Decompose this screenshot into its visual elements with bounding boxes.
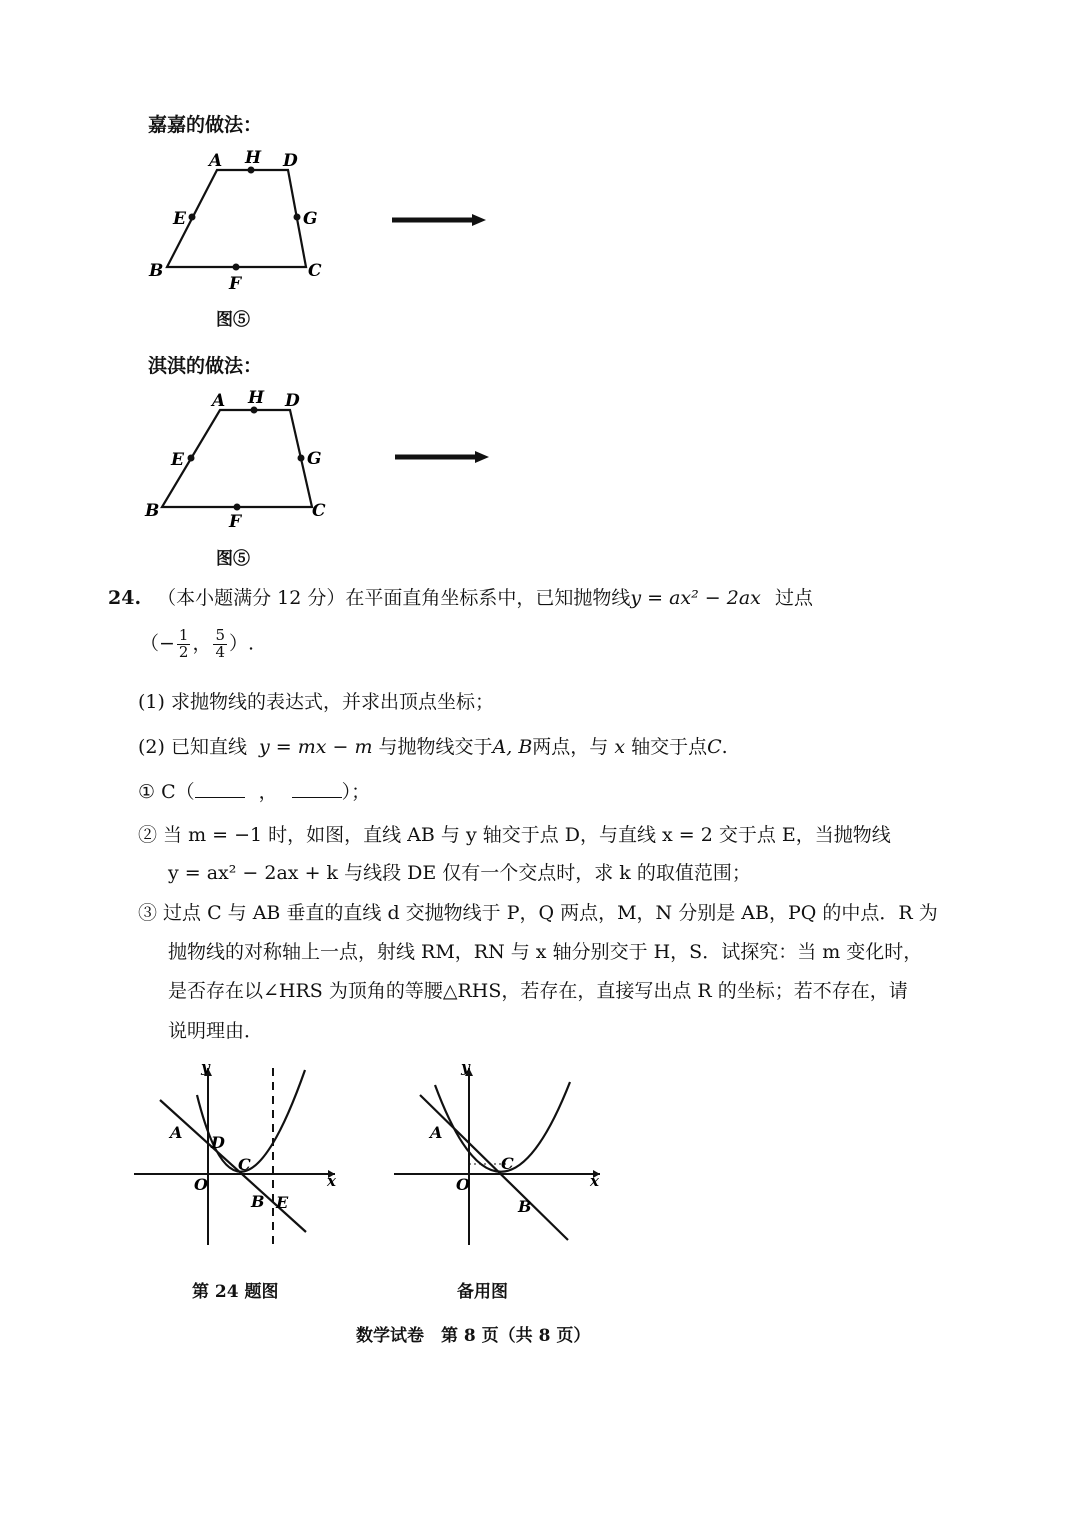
label-a: A <box>212 391 226 411</box>
label-b: B <box>251 1192 265 1211</box>
jiajia-heading: 嘉嘉的做法： <box>148 114 263 136</box>
jiajia-trapezoid-figure <box>140 145 340 295</box>
answer-blank-x[interactable] <box>195 781 245 798</box>
label-b: B <box>149 261 164 281</box>
q24-part2: (2) 已知直线 y = mx − m 与抛物线交于A, B两点，与 x 轴交于点C. <box>138 736 728 758</box>
label-h: H <box>248 388 265 408</box>
label-f: F <box>229 274 242 294</box>
figure-24-graph <box>130 1060 350 1255</box>
label-o: O <box>456 1175 470 1194</box>
label-e: E <box>171 450 184 470</box>
q24-x-fraction: $\frac{1}{2}$ <box>178 626 189 661</box>
q24-pass-through: 过点 <box>774 587 813 609</box>
label-o: O <box>194 1175 208 1194</box>
jiajia-arrow-icon <box>390 210 490 230</box>
label-a: A <box>170 1123 183 1142</box>
page-footer: 数学试卷 第 8 页（共 8 页） <box>356 1326 591 1346</box>
label-a: A <box>209 151 223 171</box>
answer-blank-y[interactable] <box>292 781 342 798</box>
q24-sub3-line4: 说明理由． <box>168 1020 264 1042</box>
label-g: G <box>307 449 322 469</box>
q24-sub3-line1: ③ 过点 C 与 AB 垂直的直线 d 交抛物线于 P，Q 两点，M，N 分别是 AB，PQ 的中点．R 为 <box>138 902 938 924</box>
spare-caption: 备用图 <box>457 1282 508 1302</box>
label-c: C <box>501 1154 514 1173</box>
q24-parabola: y = ax² − 2ax <box>630 587 761 609</box>
label-y: y <box>461 1060 470 1076</box>
label-c: C <box>308 261 322 281</box>
label-b: B <box>145 501 160 521</box>
point-e <box>188 455 195 462</box>
parabola-curve <box>197 1070 305 1172</box>
jiajia-figure-caption: 图⑤ <box>216 310 250 330</box>
label-c: C <box>312 501 326 521</box>
qiqi-figure-caption: 图⑤ <box>216 549 250 569</box>
spare-graph <box>390 1060 610 1255</box>
trapezoid-abcd <box>162 410 312 507</box>
qiqi-arrow-icon <box>393 447 493 467</box>
point-f <box>233 264 240 271</box>
point-g <box>298 455 305 462</box>
label-h: H <box>245 148 262 168</box>
point-f <box>234 504 241 511</box>
q24-point-sep: ， <box>192 632 212 655</box>
label-x: x <box>327 1172 336 1190</box>
q24-point <box>140 628 254 661</box>
qiqi-heading: 淇淇的做法： <box>148 355 263 377</box>
label-d: D <box>283 151 298 171</box>
point-g <box>294 214 301 221</box>
q24-sub3-line2: 抛物线的对称轴上一点，射线 RM，RN 与 x 轴分别交于 H，S．试探究：当 m 变化时， <box>168 941 923 963</box>
label-y: y <box>201 1060 210 1076</box>
q24-point-close: ）. <box>229 632 255 655</box>
label-e: E <box>173 209 186 229</box>
q24-part2-line: y = mx − m <box>259 736 373 758</box>
q24-sub2-line2: y = ax² − 2ax + k 与线段 DE 仅有一个交点时，求 k 的取值范围； <box>168 862 751 884</box>
line-ab <box>420 1095 568 1240</box>
figure-24-caption: 第 24 题图 <box>192 1282 279 1302</box>
label-d: D <box>285 391 300 411</box>
q24-sub1: ① C（ ， ）； <box>138 781 371 803</box>
label-x: x <box>590 1172 599 1190</box>
label-f: F <box>229 512 242 532</box>
q24-sub3-line3: 是否存在以∠HRS 为顶角的等腰△RHS，若存在，直接写出点 R 的坐标；若不存在，请 <box>168 980 908 1002</box>
label-b: B <box>518 1197 532 1216</box>
point-e <box>189 214 196 221</box>
label-c: C <box>238 1155 251 1174</box>
label-g: G <box>303 209 318 229</box>
trapezoid-abcd <box>167 170 306 267</box>
q24-y-fraction: $\frac{5}{4}$ <box>215 626 226 661</box>
q24-intro: （本小题满分 12 分）在平面直角坐标系中，已知抛物线 <box>157 587 631 609</box>
q24-point-open: （− <box>140 632 175 655</box>
qiqi-trapezoid-figure <box>140 385 340 535</box>
label-a: A <box>430 1123 443 1142</box>
q24-stem <box>108 587 813 610</box>
q24-number: 24. <box>108 587 142 609</box>
label-e: E <box>276 1193 289 1212</box>
q24-sub2-line1: ② 当 m = −1 时，如图，直线 AB 与 y 轴交于点 D，与直线 x = 2 交于点 E，当抛物线 <box>138 824 891 846</box>
q24-part1: (1) 求抛物线的表达式，并求出顶点坐标； <box>138 691 494 713</box>
label-d: D <box>211 1133 225 1152</box>
